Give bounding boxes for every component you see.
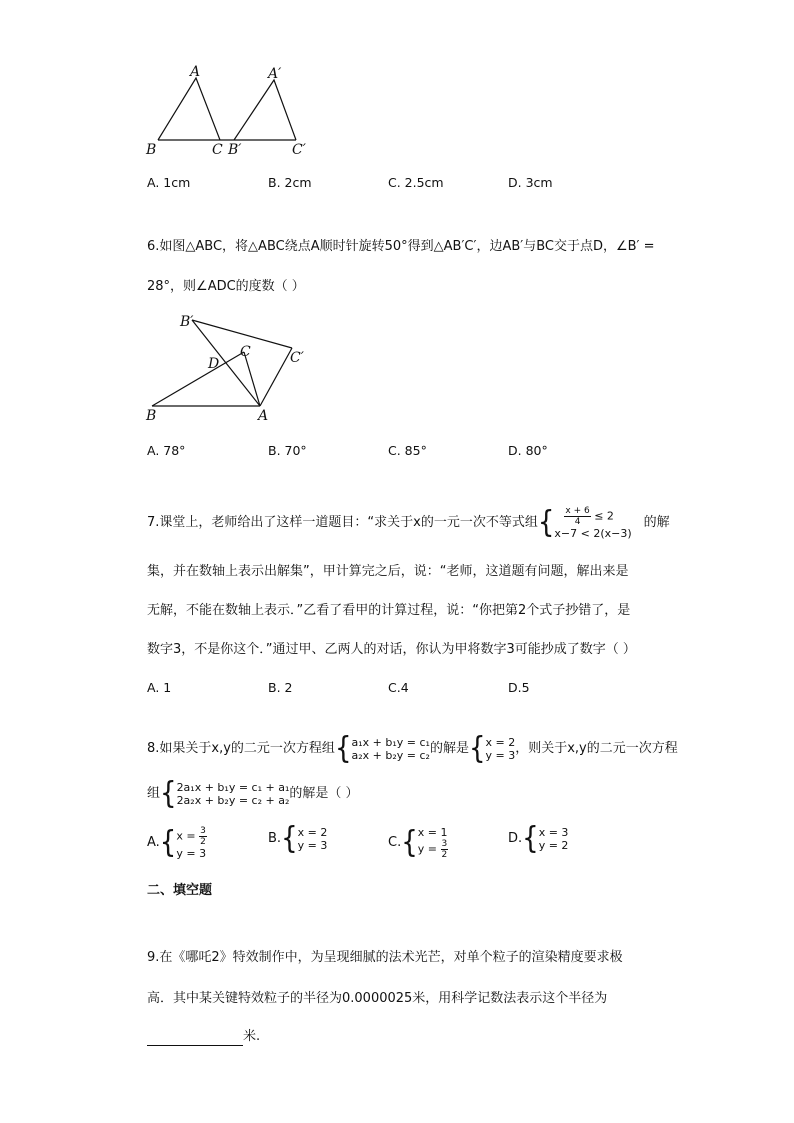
label-c-prime: C′ xyxy=(292,142,306,158)
q6-figure xyxy=(140,308,320,428)
triangle-a-prime xyxy=(234,80,296,140)
q5-option-c[interactable]: C. 2.5cm xyxy=(388,175,444,190)
triangle-abc xyxy=(158,78,220,140)
q7-option-a[interactable]: A. 1 xyxy=(147,680,172,695)
q7-option-b[interactable]: B. 2 xyxy=(268,680,293,695)
q8-line2: 组 { 2a₁x + b₁y = c₁ + a₁ 2a₂x + b₂y = c₂ + a₂ 的解是（ ） xyxy=(147,776,359,812)
q8-line1: 8.如果关于x,y的二元一次方程组 { a₁x + b₁y = c₁ a₂x + b₂y = c₂ 的解是 { x = 2 y = 3 ，则关于x,y的二元一次方程 xyxy=(147,731,678,767)
q7-option-d[interactable]: D.5 xyxy=(508,680,530,695)
q6-line1: 6.如图△ABC，将△ABC绕点A顺时针旋转50°得到△AB′C′，边AB′与BC交于点D，∠B′ = xyxy=(147,239,655,254)
q6-option-c[interactable]: C. 85° xyxy=(388,443,427,458)
q9-line1: 9.在《哪吒2》特效制作中，为呈现细腻的法术光芒，对单个粒子的渲染精度要求极 xyxy=(147,950,623,965)
q8-option-b[interactable]: B. { x = 2 y = 3 xyxy=(268,821,328,857)
q8-brace-3: { xyxy=(160,776,177,812)
q8-solution: x = 2 y = 3 xyxy=(485,736,516,762)
q8-system-1: a₁x + b₁y = c₁ a₂x + b₂y = c₂ xyxy=(351,736,430,762)
q7-line4: 数字3，不是你这个．”通过甲、乙两人的对话，你认为甲将数字3可能抄成了数字（ ） xyxy=(147,642,636,657)
label-a-prime: A′ xyxy=(268,66,282,82)
label-b-prime: B′ xyxy=(180,314,194,330)
q5-figure xyxy=(140,62,330,162)
q8-brace-2: { xyxy=(468,731,486,767)
label-a: A xyxy=(190,64,201,80)
q7-option-c[interactable]: C.4 xyxy=(388,680,409,695)
label-b: B xyxy=(146,408,157,424)
q8-option-d[interactable]: D. { x = 3 y = 2 xyxy=(508,821,569,857)
q6-option-b[interactable]: B. 70° xyxy=(268,443,307,458)
q7-line3: 无解，不能在数轴上表示．”乙看了看甲的计算过程，说：“你把第2个式子抄错了，是 xyxy=(147,603,631,618)
q7-line2: 集，并在数轴上表示出解集”，甲计算完之后，说：“老师，这道题有问题，解出来是 xyxy=(147,564,629,579)
q9-answer-blank[interactable] xyxy=(147,1033,243,1046)
q5-option-b[interactable]: B. 2cm xyxy=(268,175,312,190)
label-c: C xyxy=(212,142,223,158)
q7-ineq1-frac: $\frac{x + 6}{4}$ xyxy=(565,506,590,527)
q7-ineq2: x−7 < 2(x−3) xyxy=(554,527,632,540)
label-c: C xyxy=(240,344,251,360)
q7-line1-post: 的解 xyxy=(643,515,670,530)
q6-option-a[interactable]: A. 78° xyxy=(147,443,186,458)
q9-line3 xyxy=(147,1028,260,1046)
q9-line3-post: 米. xyxy=(243,1029,261,1044)
q8-option-a[interactable]: A. { x = $\frac{3}{2}$ y = 3 xyxy=(147,825,207,861)
section-heading-fill-blank: 二、填空题 xyxy=(147,883,213,898)
q8-system-2: 2a₁x + b₁y = c₁ + a₁ 2a₂x + b₂y = c₂ + a₂ xyxy=(176,781,290,807)
q6-line2: 28°，则∠ADC的度数（ ） xyxy=(147,279,305,294)
q7-brace: { xyxy=(537,505,555,541)
q6-option-d[interactable]: D. 80° xyxy=(508,443,548,458)
q5-option-d[interactable]: D. 3cm xyxy=(508,175,553,190)
q7-line1 xyxy=(147,506,670,540)
label-d: D xyxy=(208,356,220,372)
label-c-prime: C′ xyxy=(290,350,304,366)
q7-line1-pre: 7.课堂上，老师给出了这样一道题目：“求关于x的一元一次不等式组 xyxy=(147,515,538,530)
q5-option-a[interactable]: A. 1cm xyxy=(147,175,191,190)
q7-inequality-system xyxy=(554,506,631,540)
label-b: B xyxy=(146,142,157,158)
q8-brace-1: { xyxy=(334,731,352,767)
q8-option-c[interactable]: C. { x = 1 y = $\frac{3}{2}$ xyxy=(388,825,448,861)
q7-ineq1: $\frac{x + 6}{4}$ ≤ 2 xyxy=(565,506,614,527)
label-b-prime: B′ xyxy=(228,142,242,158)
label-a: A xyxy=(258,408,269,424)
q9-line2: 高．其中某关键特效粒子的半径为0.0000025米，用科学记数法表示这个半径为 xyxy=(147,991,608,1006)
